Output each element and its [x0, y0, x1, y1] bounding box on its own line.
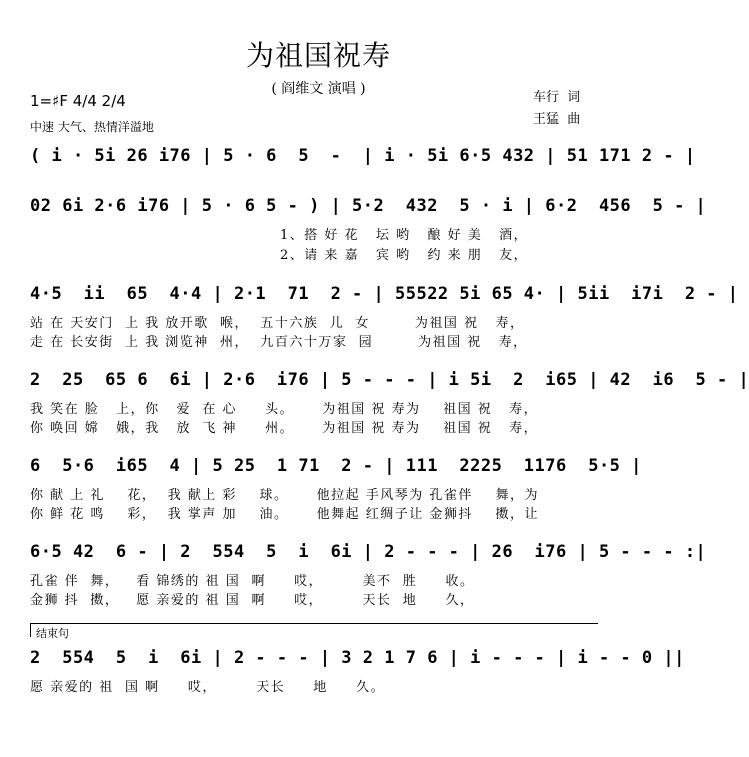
lyric-3-verse-2: 走 在 长安街 上 我 浏览神 州， 九百六十万家 园 为祖国 祝 寿， — [30, 335, 528, 350]
lyric-4-verse-2: 你 唤回 嫦 娥，我 放 飞 神 州。 为祖国 祝 寿为 祖国 祝 寿， — [30, 421, 539, 436]
music-line-3: 4·5 ii 65 4·4 | 2·1 71 2 - | 55522 5i 65 4· | 5ii i7i 2 - | — [30, 284, 739, 304]
lyric-3-verse-1: 站 在 天安门 上 我 放开歌 喉， 五十六族 儿 女 为祖国 祝 寿， — [30, 316, 525, 331]
music-line-2: 02 6i 2·6 i76 | 5 · 6 5 - ) | 5·2 432 5 · i | 6·2 456 5 - | — [30, 196, 707, 216]
music-line-6: 6·5 42 6 - | 2 554 5 i 6i | 2 - - - | 26 i76 | 5 - - - :| — [30, 542, 707, 562]
singer-credit: ( 阎维文 演唱 ) — [271, 81, 366, 97]
lyric-5-verse-1: 你 献 上 礼 花， 我 献上 彩 球。 他拉起 手风琴为 孔雀伴 舞，为 — [30, 488, 539, 503]
lyricist-credit: 车行 词 — [533, 90, 581, 105]
music-line-7: 2 554 5 i 6i | 2 - - - | 3 2 1 7 6 | i - - - | i - - 0 || — [30, 648, 685, 668]
music-line-4: 2 25 65 6 6i | 2·6 i76 | 5 - - - | i 5i 2 i65 | 42 i6 5 - | — [30, 370, 749, 390]
lyric-2-verse-2: 2、请 来 嘉 宾 哟 约 来 朋 友， — [280, 248, 529, 263]
tempo-marking: 中速 大气、热情洋溢地 — [30, 120, 154, 134]
music-line-5: 6 5·6 i65 4 | 5 25 1 71 2 - | 111 2225 1176 5·5 | — [30, 456, 642, 476]
lyric-6-verse-2: 金狮 抖 擞， 愿 亲爱的 祖 国 啊 哎， 天长 地 久， — [30, 593, 475, 608]
ending-bracket-line — [30, 623, 598, 624]
music-line-1: ( i · 5i 26 i76 | 5 · 6 5 - | i · 5i 6·5 432 | 51 171 2 - | — [30, 146, 696, 166]
lyric-4-verse-1: 我 笑在 脸 上，你 爱 在 心 头。 为祖国 祝 寿为 祖国 祝 寿， — [30, 402, 539, 417]
composer-credit: 王猛 曲 — [533, 112, 581, 127]
ending-bracket-tick — [30, 623, 31, 637]
key-signature: 1=♯F 4/4 2/4 — [30, 92, 126, 110]
lyric-6-verse-1: 孔雀 伴 舞， 看 锦绣的 祖 国 啊 哎， 美不 胜 收。 — [30, 574, 475, 589]
ending-label: 结束句 — [36, 627, 69, 640]
lyric-5-verse-2: 你 鲜 花 鸣 彩， 我 掌声 加 油。 他舞起 红绸子让 金狮抖 擞，让 — [30, 507, 539, 522]
lyric-2-verse-1: 1、搭 好 花 坛 哟 酿 好 美 酒， — [280, 228, 529, 243]
lyric-7-verse-1: 愿 亲爱的 祖 国 啊 哎， 天长 地 久。 — [30, 680, 386, 695]
song-title: 为祖国祝寿 — [245, 39, 391, 72]
